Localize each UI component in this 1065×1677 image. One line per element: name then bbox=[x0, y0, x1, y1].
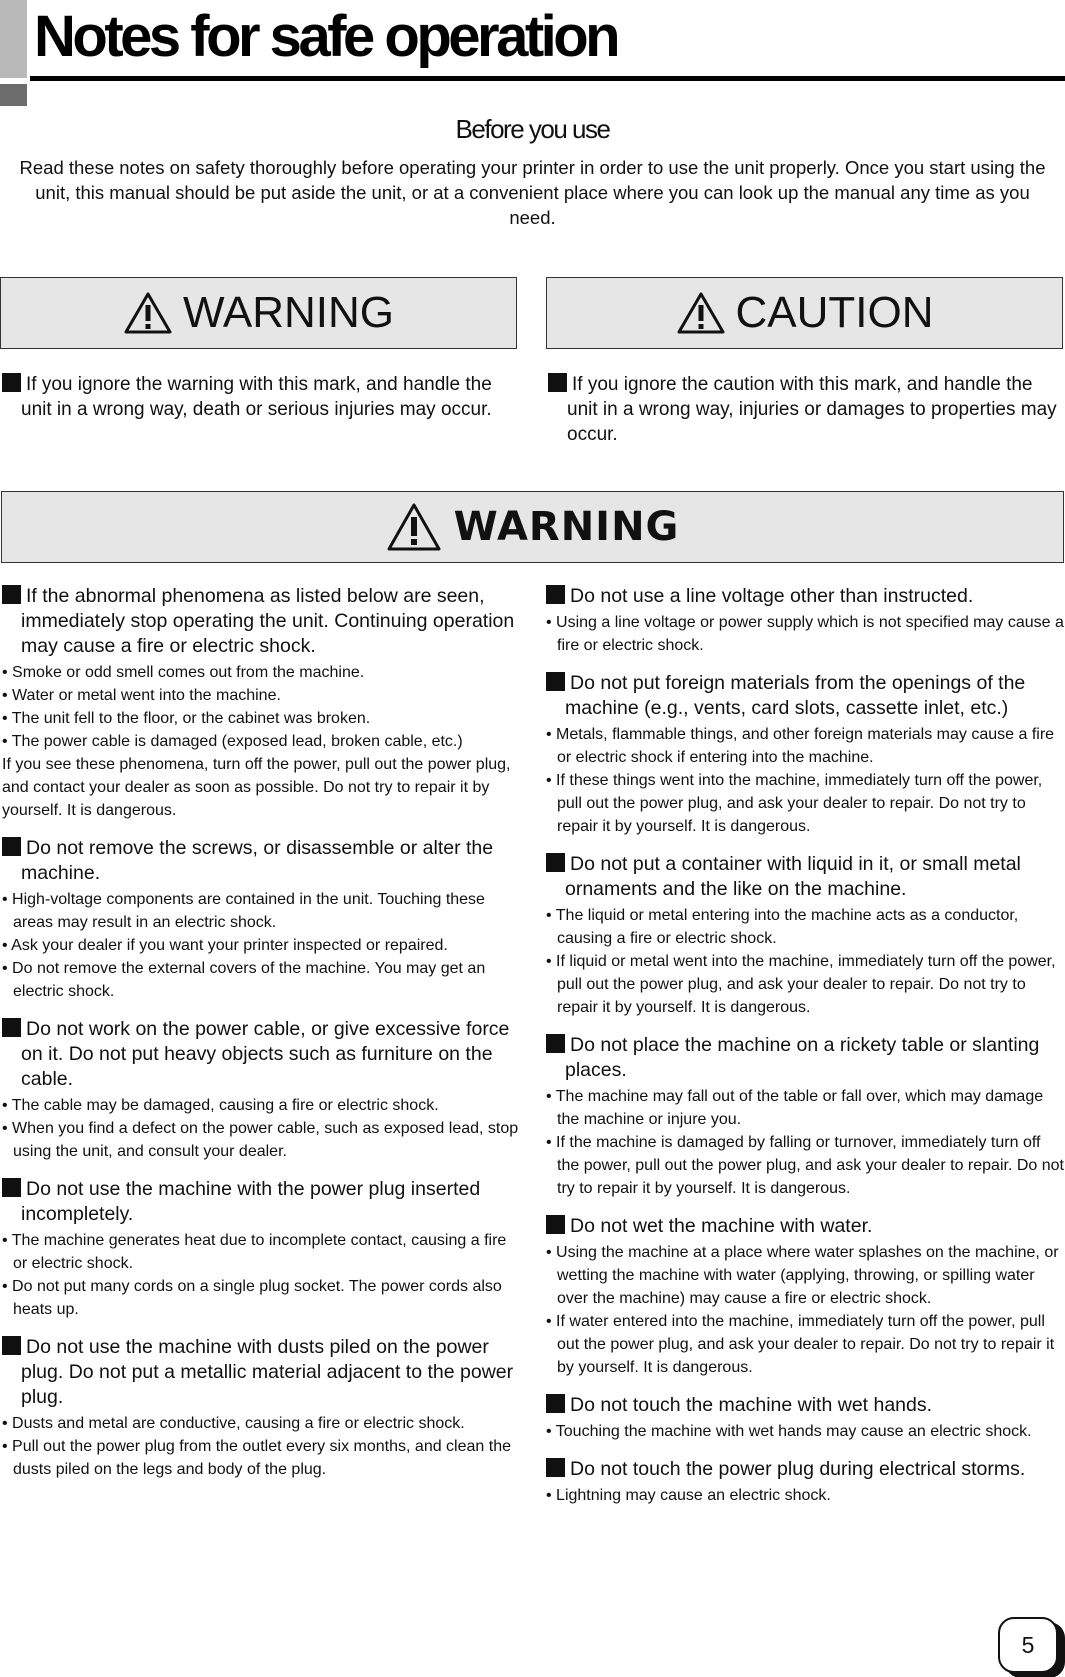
title-rule bbox=[30, 76, 1065, 81]
square-bullet-icon bbox=[2, 1178, 21, 1197]
warning-item bbox=[2, 584, 522, 822]
bullet-item: • Metals, flammable things, and other foreign materials may cause a fire or electric shock if entering into the machine. bbox=[546, 723, 1064, 769]
bullet-item: • If the machine is damaged by falling or turnover, immediately turn off the power, pull out the power plug, and ask your dealer to repair. Do not try to repair it by yourself. It is dangerous. bbox=[546, 1131, 1064, 1200]
warning-item bbox=[546, 1393, 1064, 1443]
square-bullet-icon bbox=[2, 1018, 21, 1037]
warning-item-bullets bbox=[546, 1420, 1064, 1443]
main-warning-banner bbox=[1, 491, 1064, 563]
bullet-item: • If liquid or metal went into the machine, immediately turn off the power, pull out the power plug, and ask your dealer to repair. Do not try to repair it by yourself. It is dangerous. bbox=[546, 950, 1064, 1019]
square-bullet-icon bbox=[546, 1394, 565, 1413]
warning-item-heading: Do not use the machine with dusts piled on the power plug. Do not put a metallic material adjacent to the power plug. bbox=[2, 1335, 522, 1410]
header-tab-light bbox=[0, 0, 27, 78]
warning-item-heading: Do not place the machine on a rickety table or slanting places. bbox=[546, 1033, 1064, 1083]
bullet-item: • Do not remove the external covers of the machine. You may get an electric shock. bbox=[2, 957, 522, 1003]
bullet-item: • Using the machine at a place where water splashes on the machine, or wetting the machine with water (applying, throwing, or spilling water over the machine) may cause a fire or electric shock. bbox=[546, 1241, 1064, 1310]
warning-item bbox=[546, 1214, 1064, 1379]
warning-item bbox=[546, 852, 1064, 1019]
warning-item bbox=[2, 1177, 522, 1321]
bullet-item: • If water entered into the machine, immediately turn off the power, pull out the power plug, and ask your dealer to repair. Do not try to repair it by yourself. It is dangerous. bbox=[546, 1310, 1064, 1379]
warning-item bbox=[546, 671, 1064, 838]
warning-triangle-icon bbox=[676, 291, 726, 335]
bullet-item: • Water or metal went into the machine. bbox=[2, 684, 522, 707]
caution-legend-label: CAUTION bbox=[735, 288, 934, 337]
warning-triangle-icon bbox=[123, 291, 173, 335]
main-warning-label: WARNING bbox=[453, 504, 680, 550]
warning-item-bullets bbox=[546, 904, 1064, 1019]
warning-item-heading: If the abnormal phenomena as listed below are seen, immediately stop operating the unit. Continuing operation may cause a fire or electric shock. bbox=[2, 584, 522, 659]
bullet-item: • Using a line voltage or power supply which is not specified may cause a fire or electric shock. bbox=[546, 611, 1064, 657]
right-warning-column bbox=[546, 584, 1064, 1521]
header-tab-dark bbox=[0, 84, 27, 106]
left-warning-column bbox=[2, 584, 522, 1495]
warning-item bbox=[546, 1457, 1064, 1507]
warning-item bbox=[2, 836, 522, 1003]
warning-item-bullets bbox=[546, 1484, 1064, 1507]
warning-item-bullets bbox=[2, 1229, 522, 1321]
caution-legend-description: If you ignore the caution with this mark, and handle the unit in a wrong way, injuries or damages to properties may occur. bbox=[548, 372, 1063, 447]
warning-item-bullets bbox=[2, 1412, 522, 1481]
warning-item-heading: Do not work on the power cable, or give excessive force on it. Do not put heavy objects such as furniture on the cable. bbox=[2, 1017, 522, 1092]
bullet-item: • Ask your dealer if you want your printer inspected or repaired. bbox=[2, 934, 522, 957]
warning-item-heading: Do not use a line voltage other than instructed. bbox=[546, 584, 1064, 609]
square-bullet-icon bbox=[2, 837, 21, 856]
warning-item-bullets bbox=[546, 611, 1064, 657]
bullet-item: • Do not put many cords on a single plug socket. The power cords also heats up. bbox=[2, 1275, 522, 1321]
bullet-item: • Pull out the power plug from the outlet every six months, and clean the dusts piled on the legs and body of the plug. bbox=[2, 1435, 522, 1481]
warning-item-bullets bbox=[546, 1241, 1064, 1379]
square-bullet-icon bbox=[546, 672, 565, 691]
page-title: Notes for safe operation bbox=[34, 4, 618, 69]
warning-legend-description: If you ignore the warning with this mark, and handle the unit in a wrong way, death or serious injuries may occur. bbox=[2, 372, 517, 422]
warning-item bbox=[546, 1033, 1064, 1200]
warning-item-heading: Do not touch the machine with wet hands. bbox=[546, 1393, 1064, 1418]
page-number: 5 bbox=[998, 1617, 1058, 1673]
bullet-item: • The machine may fall out of the table or fall over, which may damage the machine or injure you. bbox=[546, 1085, 1064, 1131]
bullet-item: • The power cable is damaged (exposed lead, broken cable, etc.) bbox=[2, 730, 522, 753]
warning-item-bullets bbox=[2, 1094, 522, 1163]
warning-item-bullets bbox=[2, 888, 522, 1003]
warning-item bbox=[2, 1017, 522, 1163]
warning-legend-label: WARNING bbox=[182, 288, 395, 337]
warning-item-bullets bbox=[2, 661, 522, 753]
caution-legend-box bbox=[546, 277, 1063, 349]
before-you-use-text: Read these notes on safety thoroughly before operating your printer in order to use the unit properly. Once you start using the unit, this manual should be put aside the unit, or at a convenient place where you can look up the manual any time as you need. bbox=[19, 157, 1046, 228]
warning-item-heading: Do not wet the machine with water. bbox=[546, 1214, 1064, 1239]
warning-item-heading: Do not put a container with liquid in it, or small metal ornaments and the like on the machine. bbox=[546, 852, 1064, 902]
bullet-item: • Lightning may cause an electric shock. bbox=[546, 1484, 1064, 1507]
warning-item-heading: Do not remove the screws, or disassemble or alter the machine. bbox=[2, 836, 522, 886]
warning-legend-box bbox=[0, 277, 517, 349]
bullet-item: • If these things went into the machine, immediately turn off the power, pull out the power plug, and ask your dealer to repair. Do not try to repair it by yourself. It is dangerous. bbox=[546, 769, 1064, 838]
square-bullet-icon bbox=[546, 1215, 565, 1234]
square-bullet-icon bbox=[546, 853, 565, 872]
square-bullet-icon bbox=[548, 373, 567, 392]
warning-triangle-icon bbox=[386, 502, 442, 552]
before-you-use-heading: Before you use bbox=[455, 114, 610, 144]
warning-item-heading: Do not touch the power plug during electrical storms. bbox=[546, 1457, 1064, 1482]
warning-item-bullets bbox=[546, 1085, 1064, 1200]
square-bullet-icon bbox=[546, 1458, 565, 1477]
bullet-item: • Touching the machine with wet hands may cause an electric shock. bbox=[546, 1420, 1064, 1443]
warning-item bbox=[546, 584, 1064, 657]
bullet-item: • The unit fell to the floor, or the cabinet was broken. bbox=[2, 707, 522, 730]
warning-item-note: If you see these phenomena, turn off the power, pull out the power plug, and contact your dealer as soon as possible. Do not try to repair it by yourself. It is dangerous. bbox=[2, 756, 511, 819]
bullet-item: • When you find a defect on the power cable, such as exposed lead, stop using the unit, and consult your dealer. bbox=[2, 1117, 522, 1163]
warning-item-heading: Do not put foreign materials from the openings of the machine (e.g., vents, card slots, cassette inlet, etc.) bbox=[546, 671, 1064, 721]
warning-item-bullets bbox=[546, 723, 1064, 838]
warning-item bbox=[2, 1335, 522, 1481]
bullet-item: • The liquid or metal entering into the machine acts as a conductor, causing a fire or electric shock. bbox=[546, 904, 1064, 950]
bullet-item: • Dusts and metal are conductive, causing a fire or electric shock. bbox=[2, 1412, 522, 1435]
square-bullet-icon bbox=[2, 373, 21, 392]
square-bullet-icon bbox=[546, 1034, 565, 1053]
bullet-item: • The machine generates heat due to incomplete contact, causing a fire or electric shock. bbox=[2, 1229, 522, 1275]
bullet-item: • Smoke or odd smell comes out from the machine. bbox=[2, 661, 522, 684]
bullet-item: • The cable may be damaged, causing a fire or electric shock. bbox=[2, 1094, 522, 1117]
square-bullet-icon bbox=[546, 585, 565, 604]
bullet-item: • High-voltage components are contained in the unit. Touching these areas may result in an electric shock. bbox=[2, 888, 522, 934]
square-bullet-icon bbox=[2, 1336, 21, 1355]
warning-item-heading: Do not use the machine with the power plug inserted incompletely. bbox=[2, 1177, 522, 1227]
square-bullet-icon bbox=[2, 585, 21, 604]
